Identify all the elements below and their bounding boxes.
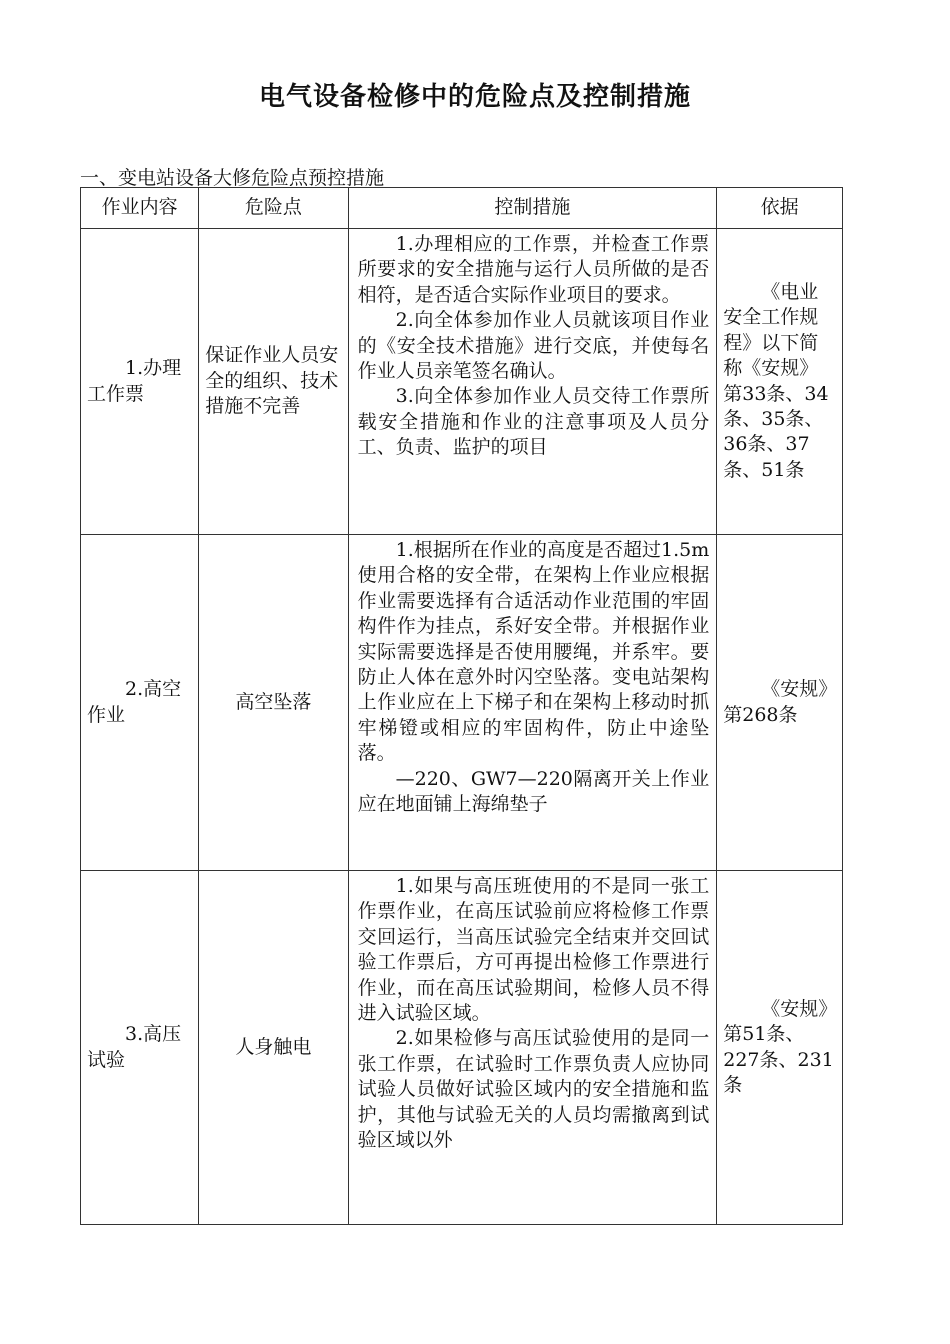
table-row: [81, 871, 843, 1225]
basis-cell: 《安规》第268条: [717, 535, 843, 871]
table-row: [81, 229, 843, 535]
header-basis: 依据: [717, 188, 843, 229]
measure-paragraph: 1.办理相应的工作票，并检查工作票所要求的安全措施与运行人员所做的是否相符，是否适合实际作业项目的要求。: [357, 233, 710, 306]
hazard-control-table: [80, 187, 843, 1225]
control-measures-cell: [348, 229, 717, 535]
measure-paragraph: 2.如果检修与高压试验使用的是同一张工作票，在试验时工作票负责人应协同试验人员做好试验区域内的安全措施和监护，其他与试验无关的人员均需撤离到试验区域以外: [357, 1027, 710, 1152]
header-hazard-point: 危险点: [199, 188, 348, 229]
work-content-cell: 2.高空作业: [81, 535, 199, 871]
header-work-content: 作业内容: [81, 188, 199, 229]
hazard-cell: 保证作业人员安全的组织、技术措施不完善: [199, 229, 348, 535]
measure-paragraph: 3.向全体参加作业人员交待工作票所载安全措施和作业的注意事项及人员分工、负责、监护的项目: [357, 385, 710, 459]
hazard-cell: 人身触电: [199, 871, 348, 1225]
table-row: [81, 535, 843, 871]
measure-paragraph: 1.如果与高压班使用的不是同一张工作票作业，在高压试验前应将检修工作票交回运行，当高压试验完全结束并交回试验工作票后，方可再提出检修工作票进行作业，而在高压试验期间，检修人员不得进入试验区域。: [357, 875, 710, 1025]
control-measures-cell: [348, 535, 717, 871]
measure-paragraph: 1.根据所在作业的高度是否超过1.5m使用合格的安全带，在架构上作业应根据作业需要选择有合适活动作业范围的牢固构件作为挂点，系好安全带。并根据作业实际需要选择是否使用腰绳，并系牢。要防止人体在意外时闪空坠落。变电站架构上作业应在上下梯子和在架构上移动时抓牢梯镫或相应的牢固构件，防止中途坠落。: [357, 539, 710, 765]
control-measures-cell: [348, 871, 717, 1225]
measure-paragraph: —220、GW7—220隔离开关上作业应在地面铺上海绵垫子: [357, 767, 710, 816]
header-control-measures: 控制措施: [348, 188, 717, 229]
basis-cell: 《安规》第51条、227条、231条: [717, 871, 843, 1225]
table-header-row: [81, 188, 843, 229]
section-heading: 一、变电站设备大修危险点预控措施: [80, 167, 385, 189]
work-content-cell: 1.办理工作票: [81, 229, 199, 535]
measure-paragraph: 2.向全体参加作业人员就该项目作业的《安全技术措施》进行交底，并使每名作业人员亲笔签名确认。: [357, 309, 710, 383]
work-content-cell: 3.高压试验: [81, 871, 199, 1225]
hazard-cell: 高空坠落: [199, 535, 348, 871]
document-title: 电气设备检修中的危险点及控制措施: [258, 82, 691, 112]
basis-cell: 《电业安全工作规程》以下简称《安规》第33条、34条、35条、36条、37条、51条: [717, 229, 843, 535]
